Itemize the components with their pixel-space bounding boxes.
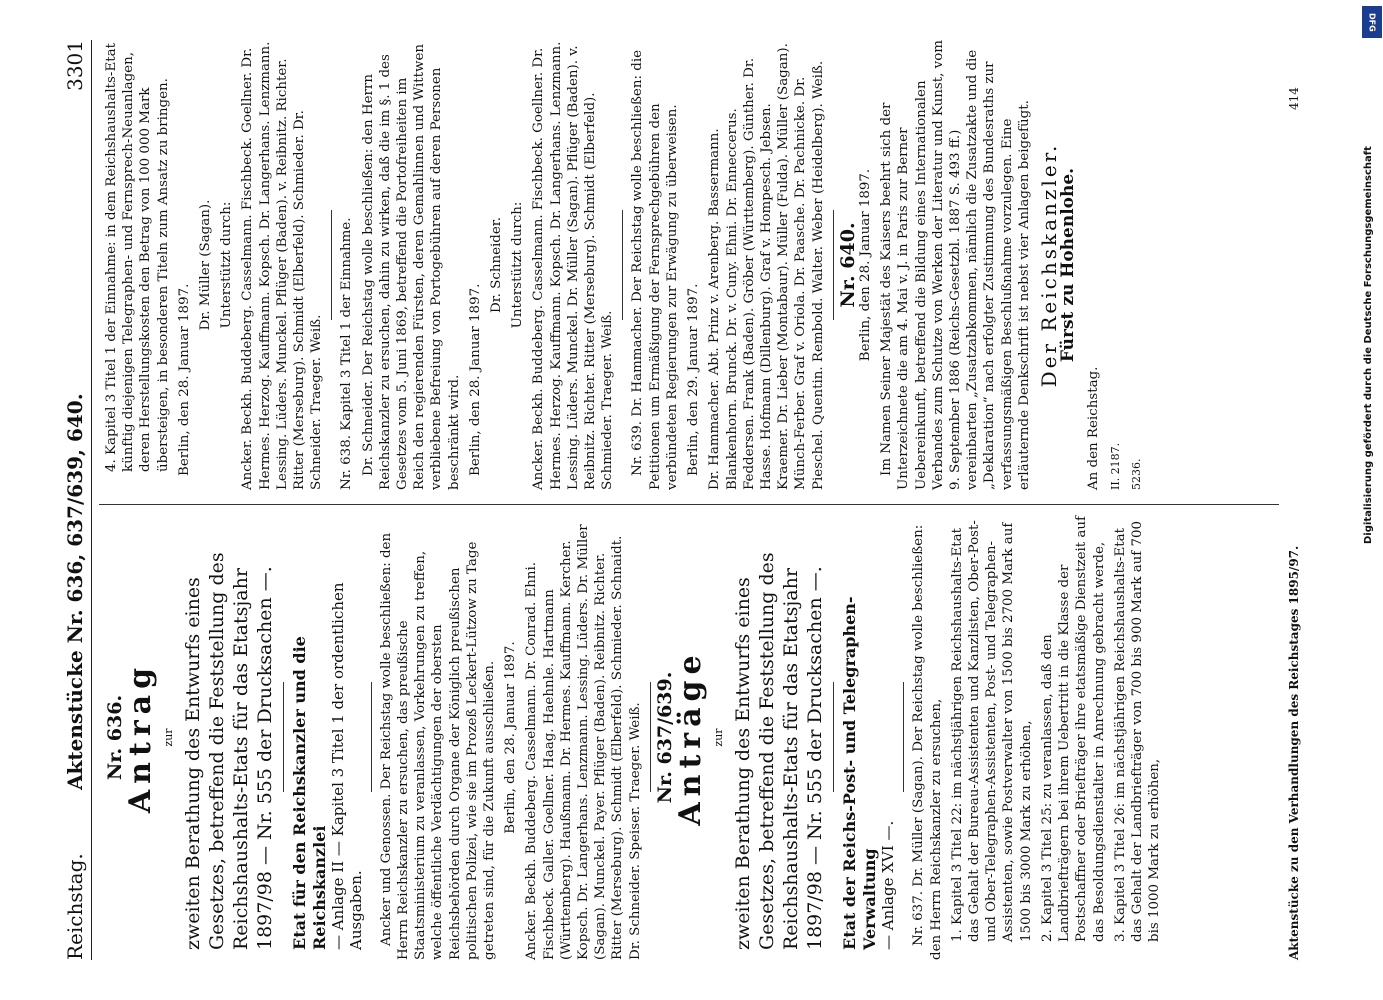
date-1: Berlin, den 28. Januar 1897.: [503, 641, 519, 834]
reference-2: 5236.: [1129, 458, 1143, 490]
an-den-reichstag: An den Reichstag.: [1086, 366, 1102, 490]
date-5: Berlin, den 28. Januar 1897.: [857, 168, 873, 362]
digitization-note: Digitalisierung gefördert durch die Deutsche Forschungsgemeinschaft: [1363, 146, 1374, 544]
unterstuetzt-2: Unterstützt durch:: [510, 201, 526, 329]
signers-1: Ancker. Beckh. Buddeberg. Casselmann. Dr. Conrad. Ehni. Fischbeck. Galler. Goellner. Haag. Haehnle. Hartmann (Württemberg). Haußmann. Dr. Hermes. Kauffmann. Kercher. Kopsch. Dr. Langerhans. Lenzmann. Lessing. Lüders. Dr. Müller (Sagan). Munckel. Payer. Pflüger (Baden). Reibnitz. Richter. Ritter (Merseburg). Schmidt (Elberfeld). Schmieder. Schnaidt. Dr. Schneider. Speiser. Traeger. Weiß.: [524, 524, 643, 960]
paragraph-638: Dr. Schneider. Der Reichstag wolle beschließen: den Herrn Reichskanzler zu ersuchen, dahin zu wirken, daß die im §. 1 des Gesetzes vom 5. Juni 1869, betreffend die Portofreiheiten im Reich den regierenden Fürsten, deren Gemahlinnen und Wittwen verbliebene Befreiung von Portogebühren auf deren Personen beschränkt wird.: [360, 43, 462, 490]
paragraph-639: Nr. 639. Dr. Hammacher. Der Reichstag wolle beschließen: die Petitionen um Ermäßigung der Fernsprechgebühren den verbündeten Regierungen zur Erwägung zu überweisen.: [630, 49, 680, 490]
rule-8: [833, 210, 834, 320]
document-sheet: [55, 40, 1345, 960]
sheet-number: 414: [1287, 87, 1301, 110]
dfg-sidebar: [1361, 0, 1383, 1000]
page-number: 3301: [63, 40, 87, 91]
signature-schneider: Dr. Schneider.: [489, 217, 505, 313]
kapitel-1: 1. Kapitel 3 Titel 22: im nächstjährigen Reichshaushalts-Etat das Gehalt der Bureau-Assistenten und Kanzlisten, Ober-Post- und Ober-Telegraphen-Assistenten, Post- und Telegraphen-Assistenten, sowie Postverwalter von 1500 bis 2700 Mark auf 1500 bis 3000 Mark zu erhöhen,: [949, 520, 1034, 942]
etat-post: Etat der Reichs-Post- und Telegraphen-Verwaltung: [840, 596, 880, 950]
right-column: [103, 40, 1149, 490]
zur-2: zur: [712, 728, 726, 747]
paragraph-ancker: Ancker und Genossen. Der Reichstag wolle beschließen: den Herrn Reichskanzler zu ersuchen, das preußische Staatsministerium zu veranlassen, Vorkehrungen zu treffen, welche öffentliche Verdächtigungen der obersten Reichsbehörden durch Organe der Königlich preußischen politischen Polizei, wie sie im Prozeß Leckert-Lützow zu Tage getreten sind, für die Zukunft ausschließen.: [378, 532, 498, 960]
rule-3: [650, 683, 651, 793]
rule-5: [903, 683, 904, 793]
nr-637-heading: Nr. 637/639.: [653, 671, 676, 804]
dfg-logo: DFG: [1362, 6, 1382, 38]
nr-638-heading: Nr. 638. Kapitel 3 Titel 1 der Einnahme.: [339, 217, 355, 490]
kapitel-2: 2. Kapitel 3 Titel 25: zu veranlassen, daß den Landbriefträgern bei ihrem Uebertritt in die Klasse der Postschaffner oder Briefträger ihre etatsmäßige Dienstzeit auf das Besoldungsdienstalter in Anrechnung gebracht werde,: [1039, 516, 1107, 942]
rule-7: [622, 210, 623, 320]
hohenlohe-signature: Fürst zu Hohenlohe.: [1058, 167, 1079, 363]
zur-1: zur: [162, 728, 176, 747]
date-4: Berlin, den 29. Januar 1897.: [686, 283, 702, 476]
antraege-title: Anträge: [673, 649, 709, 826]
nr-640-heading: Nr. 640.: [836, 222, 859, 308]
paragraph-640: Im Namen Seiner Majestät des Kaisers beehrt sich der Unterzeichnete die am 4. Mai v. J. in Paris zur Berner Uebereinkunft, betreffend die Bildung eines Internationalen Verbandes zum Schutze von Werken der Literatur und Kunst, vom 9. September 1886 (Reichs-Gesetzbl. 1887 S. 493 ff.) vereinbarten „Zusatzabkommen, nämlich die Zusatzakte und die „Deklaration“ nach erfolgter Zustimmung des Bundesraths zur verfassungsmäßigen Beschlußnahme vorzulegen. Eine erläuternde Denkschrift ist nebst vier Anlagen beigefügt.: [879, 40, 1032, 490]
paragraph-637: Nr. 637. Dr. Müller (Sagan). Der Reichstag wolle beschließen: den Herrn Reichskanzler zu ersuchen,: [911, 524, 944, 960]
signers-2: Ancker. Beckh. Buddeberg. Casselmann. Fischbeck. Goellner. Dr. Hermes. Herzog. Kauffmann. Kopsch. Dr. Langerhans. Lenzmann. Lessing. Lüders. Munckel. Pflüger (Baden). v. Reibnitz. Richter. Ritter (Merseburg). Schmidt (Elberfeld). Schmieder. Dr. Schneider. Traeger. Weiß.: [240, 41, 325, 490]
unterstuetzt-1: Unterstützt durch:: [219, 201, 235, 329]
left-column: [103, 515, 1167, 960]
column-divider: [99, 504, 1279, 505]
header-reichstag: Reichstag.: [63, 853, 87, 960]
etat-post-sub: — Anlage XVI —.: [879, 820, 898, 950]
antrag-title: Antrag: [123, 661, 159, 814]
subtitle-2: zweiten Berathung des Entwurfs eines Gesetzes, betreffend die Feststellung des Reichshaushalts-Etats für das Etatsjahr 1897/98 — Nr. 555 der Drucksachen —.: [732, 552, 827, 950]
reference-1: II. 2187.: [1108, 442, 1122, 490]
rule-4: [833, 683, 834, 793]
rule-6: [331, 210, 332, 320]
rule-1: [283, 683, 284, 793]
page-footer: Aktenstücke zu den Verhandlungen des Reichstages 1895/97.: [1287, 545, 1301, 960]
nr-636-heading: Nr. 636.: [104, 694, 126, 781]
subtitle-1: zweiten Berathung des Entwurfs eines Gesetzes, betreffend die Feststellung des Reichshaushalts-Etats für das Etatsjahr 1897/98 — Nr. 555 der Drucksachen —.: [182, 552, 277, 950]
header-aktenstuecke: Aktenstücke Nr. 636, 637/639, 640.: [63, 393, 87, 790]
signers-4: Dr. Hammacher. Abt. Prinz v. Arenberg. Bassermann. Blankenhorn. Brunck. Dr. v. Cuny. Ehni. Dr. Enneccerus. Feddersen. Frank (Baden). Gröber (Württemberg). Günther. Dr. Hasse. Hofmann (Dillenburg). Graf v. Hompesch. Jebsen. Kraemer. Dr. Lieber (Montabaur). Müller (Fulda). Müller (Sagan). Münch-Ferber. Graf v. Oriola. Dr. Paasche. Dr. Pachnicke. Dr. Pieschel. Quentin. Rembold. Walter. Weber (Heidelberg). Weiß.: [707, 43, 826, 490]
date-2: Berlin, den 28. Januar 1897.: [176, 283, 192, 476]
reichskanzler-title: Der Reichskanzler.: [1036, 142, 1061, 388]
page-header: [55, 40, 92, 960]
etat-reichskanzler: Etat für den Reichskanzler und die Reichskanzlei: [290, 636, 330, 950]
signers-3: Ancker. Beckh. Buddeberg. Casselmann. Fischbeck. Goellner. Dr. Hermes. Herzog. Kauffmann. Kopsch. Dr. Langerhans. Lenzmann. Lessing. Lüders. Munckel. Dr. Müller (Sagan). Pflüger (Baden). v. Reibnitz. Richter. Ritter (Merseburg). Schmidt (Elberfeld). Schmieder. Traeger. Weiß.: [531, 41, 616, 490]
rule-2: [371, 683, 372, 793]
etat-reichskanzler-sub: — Anlage II — Kapitel 3 Titel 1 der ordentlichen Ausgaben.: [329, 582, 365, 950]
date-3: Berlin, den 28. Januar 1897.: [467, 283, 483, 476]
kapitel-3: 3. Kapitel 3 Titel 26: im nächstjährigen Reichshaushalts-Etat das Gehalt der Landbriefträger von 700 bis 900 Mark auf 700 bis 1000 Mark zu erhöhen,: [1112, 520, 1163, 942]
signature-mueller: Dr. Müller (Sagan).: [198, 199, 214, 331]
kapitel-4: 4. Kapitel 3 Titel 1 der Einnahme: in dem Reichshaushalts-Etat künftig diejenigen Telegraphen- und Fernsprech-Neuanlagen, deren Herstellungskosten den Betrag von 100 000 Mark übersteigen, in besonderen Titeln zum Ansatz zu bringen.: [104, 43, 171, 472]
